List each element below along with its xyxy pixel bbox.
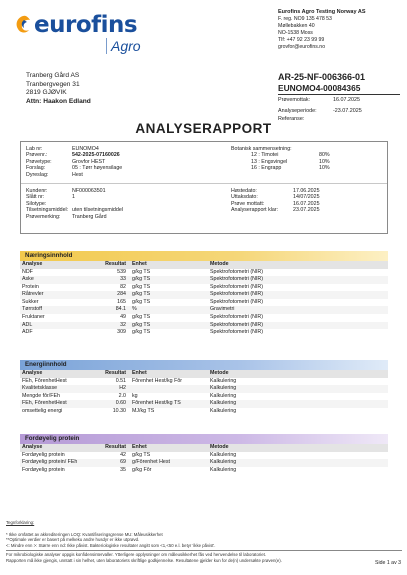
results-table xyxy=(20,261,388,337)
period-label: Analyseperiode: xyxy=(278,108,317,114)
cell-enhet: g/kg TS xyxy=(132,283,151,290)
table-row xyxy=(20,314,388,322)
page-title: ANALYSERAPPORT xyxy=(135,121,272,136)
recipient-address xyxy=(26,72,91,106)
cell-resultat: 309 xyxy=(117,329,126,336)
cell-metode: Kalkulering xyxy=(208,385,388,393)
company-line: NO-1538 Moss xyxy=(278,30,313,37)
info-label: Høstedato: xyxy=(231,188,257,194)
info-value: 1 xyxy=(72,194,75,201)
cell-analyse: Tørrstoff xyxy=(20,306,92,314)
table-header-row xyxy=(20,261,388,269)
table-header-row xyxy=(20,444,388,452)
legend-heading: Tegnforklaring: xyxy=(6,520,35,525)
footer-line: * Ikke omfattet av akkrediteringen LOQ: Kvantifiseringsgrense MU: Måleusikkerhet xyxy=(6,531,163,537)
col-enhet: Enhet xyxy=(128,444,208,452)
results-table xyxy=(20,370,388,415)
table-row xyxy=(20,269,388,277)
cell-resultat: 82 xyxy=(120,283,126,290)
cell-enhet: g/kg TS xyxy=(128,322,208,330)
cell-enhet: g/kg TS xyxy=(132,451,151,458)
cell-metode: Spektrofotometri (NIR) xyxy=(210,314,263,321)
table-row xyxy=(20,393,388,401)
info-value: 542-2025-07160026 xyxy=(72,152,120,159)
section-title: Energiinnhold xyxy=(20,360,388,370)
cell-resultat: 10.30 xyxy=(112,407,126,414)
cell-metode: Kalkulering xyxy=(208,400,388,408)
cell-metode: Spektrofotometri (NIR) xyxy=(208,291,388,299)
received-value: 16.07.2025 xyxy=(333,97,360,103)
info-label: Slått nr: xyxy=(26,194,45,201)
info-value: 23.07.2025 xyxy=(293,207,320,214)
table-row xyxy=(20,322,388,330)
cell-analyse: omsettelig energi xyxy=(22,407,63,414)
table-row xyxy=(20,378,388,386)
table-row xyxy=(20,299,388,307)
footer-line: Rapporten må ikke gjengis, unntatt i sin helhet, uten laboratoriets skriftlige godkjennelse. Resultatene gjelder kun for de(n) undersøkte prøven(e). xyxy=(6,557,282,563)
botanical-percent: 10% xyxy=(319,165,330,172)
cell-enhet: g/kg Fôr xyxy=(132,466,152,473)
cell-enhet: g/Fôrenhet Hest xyxy=(128,459,208,467)
table-row xyxy=(20,459,388,467)
botanical-name: 12 : Timotei xyxy=(251,152,279,159)
botanical-percent: 80% xyxy=(319,152,330,159)
cell-analyse: Mengde fôr/FEh xyxy=(22,392,60,399)
footer-notes xyxy=(6,520,402,564)
company-line: grovfor@eurofins.no xyxy=(278,44,326,51)
sample-info-box xyxy=(20,141,388,234)
cell-metode: Spektrofotometri (NIR) xyxy=(210,268,263,275)
col-analyse: Analyse xyxy=(20,261,92,269)
col-metode: Metode xyxy=(208,370,388,378)
cell-resultat: 35 xyxy=(120,466,126,473)
table-row xyxy=(20,306,388,314)
info-value: Grovfor HEST xyxy=(72,158,106,165)
info-row xyxy=(26,172,122,178)
cell-analyse: FEh, FôrenhetHest xyxy=(22,377,67,384)
cell-analyse: ADF xyxy=(22,329,33,336)
cell-metode: Kalkulering xyxy=(210,377,237,384)
cell-analyse: ADL xyxy=(20,322,92,330)
cell-analyse: Sukker xyxy=(22,298,39,305)
table-row xyxy=(20,291,388,299)
section-title: Næringsinnhold xyxy=(20,251,388,261)
table-row xyxy=(20,467,388,475)
info-label: Prøvetype: xyxy=(26,158,52,165)
received-label: Prøvemottak: xyxy=(278,97,311,103)
divider xyxy=(21,183,387,184)
reference-label: Referanse: xyxy=(278,116,305,122)
cell-analyse: Aske xyxy=(20,276,92,284)
footer-line: **Optimale verdier er basert på melkeku andre husdyr er ikke utprøvd. xyxy=(6,537,140,543)
cell-metode: Kalkulering xyxy=(210,466,237,473)
cell-analyse: Kvalitetsklasse xyxy=(20,385,92,393)
eurofins-swirl-icon xyxy=(14,14,32,36)
info-label: Uttaksdato: xyxy=(231,194,258,201)
table-row xyxy=(20,400,388,408)
cell-analyse: Fordøyelig protein xyxy=(22,466,65,473)
logo-sub-text: Agro xyxy=(106,38,141,54)
company-line: Møllebakken 40 xyxy=(278,23,315,30)
cell-analyse: FEh, FôrenhetHest xyxy=(20,400,92,408)
cell-enhet: Fôrenhet Hest/kg TS xyxy=(128,400,208,408)
col-analyse: Analyse xyxy=(20,444,92,452)
cell-enhet: g/kg TS xyxy=(128,291,208,299)
cell-resultat: 0.60 xyxy=(92,400,128,408)
info-value: NF000063501 xyxy=(72,188,106,194)
eu-number: EUNOMO4-00084365 xyxy=(278,83,400,95)
info-label: Lab nr: xyxy=(26,146,43,152)
cell-metode: Kalkulering xyxy=(210,392,237,399)
botanical-composition xyxy=(231,146,330,172)
cell-resultat: 165 xyxy=(117,298,126,305)
cell-analyse: Fruktaner xyxy=(22,314,45,321)
cell-metode: Kalkulering xyxy=(210,451,237,458)
botanical-percent: 10% xyxy=(319,158,330,165)
sample-details xyxy=(26,146,122,178)
cell-resultat: 69 xyxy=(92,459,128,467)
table-row xyxy=(20,452,388,460)
cell-enhet xyxy=(128,385,208,393)
recipient-attn: Attn: Haakon Edland xyxy=(26,97,91,105)
cell-analyse: Protein xyxy=(22,283,39,290)
cell-enhet: g/kg TS xyxy=(132,314,151,321)
customer-details xyxy=(26,188,123,220)
table-row xyxy=(20,276,388,284)
cell-resultat: 49 xyxy=(120,314,126,321)
info-label: Forslag: xyxy=(26,165,46,172)
footer-line: For mikrobiologiske analyser oppgis konfidensintervaller. Ytterligere opplysninger om måleusikkerhet fås ved henvendelse til laboratoriet. xyxy=(6,552,267,558)
cell-metode: Kalkulering xyxy=(208,459,388,467)
recipient-street: Tranbergvegen 31 xyxy=(26,80,80,88)
col-resultat: Resultat xyxy=(92,444,128,452)
page-number: Side 1 av 3 xyxy=(375,560,401,566)
company-line: F. reg. NO9 135 478 53 xyxy=(278,16,332,23)
botanical-name: 13 : Engsvingel xyxy=(251,158,288,165)
cell-enhet: g/kg TS xyxy=(132,268,151,275)
cell-resultat: 0.51 xyxy=(115,377,126,384)
cell-resultat: 42 xyxy=(120,451,126,458)
cell-enhet: Fôrenhet Hest/kg Fôr xyxy=(132,377,183,384)
cell-enhet: g/kg TS xyxy=(132,298,151,305)
section-title: Fordøyelig protein xyxy=(20,434,388,444)
botanical-row xyxy=(231,165,330,171)
info-label: Dyreslag: xyxy=(26,171,49,178)
eurofins-logo xyxy=(14,10,164,58)
info-row xyxy=(231,207,320,213)
info-value: Tranberg Gård xyxy=(72,213,107,220)
info-label: Kundenr: xyxy=(26,188,48,194)
info-label: Prøvemerking: xyxy=(26,213,61,220)
table-row xyxy=(20,329,388,337)
table-row xyxy=(20,284,388,292)
info-row xyxy=(26,214,123,220)
cell-metode: Spektrofotometri (NIR) xyxy=(210,283,263,290)
footer-line: <: Mindre enn >: Større enn nd: Ikke påvist. Bakteriologiske resultater angitt som <1,<50 e.l. betyr 'ikke påvist'. xyxy=(6,542,216,548)
cell-analyse: Råtrevler xyxy=(20,291,92,299)
results-table xyxy=(20,444,388,474)
info-value: uten tilsetningsmiddel xyxy=(72,207,123,214)
section-naeringsinnhold xyxy=(20,251,388,337)
cell-enhet: g/kg TS xyxy=(128,276,208,284)
info-value: 14/07/2025 xyxy=(293,194,320,201)
info-value: 16.07.2025 xyxy=(293,200,320,207)
table-header-row xyxy=(20,370,388,378)
cell-resultat: 33 xyxy=(92,276,128,284)
cell-resultat: 2.0 xyxy=(118,392,126,399)
cell-analyse: Fordøyelig protein xyxy=(22,451,65,458)
cell-metode: Spektrofotometri (NIR) xyxy=(210,329,263,336)
info-value: 05 : Tørr høyensilage xyxy=(72,165,123,172)
cell-enhet: g/kg TS xyxy=(132,329,151,336)
date-details xyxy=(231,188,320,214)
cell-metode: Spektrofotometri (NIR) xyxy=(208,276,388,284)
info-value: EUNOMO4 xyxy=(72,146,99,152)
cell-resultat: 84.1 xyxy=(92,306,128,314)
section-fordoyelig-protein xyxy=(20,434,388,474)
info-value: Hest xyxy=(72,171,83,178)
cell-metode: Gravimetri xyxy=(208,306,388,314)
cell-enhet: kg xyxy=(132,392,138,399)
col-resultat: Resultat xyxy=(92,261,128,269)
cell-enhet: MJ/kg TS xyxy=(132,407,155,414)
col-enhet: Enhet xyxy=(128,261,208,269)
cell-metode: Spektrofotometri (NIR) xyxy=(208,322,388,330)
cell-analyse: NDF xyxy=(22,268,33,275)
cell-metode: Kalkulering xyxy=(210,407,237,414)
company-address xyxy=(278,9,366,52)
col-metode: Metode xyxy=(208,444,388,452)
cell-analyse: Fordøyelig protein/ FEh xyxy=(20,459,92,467)
col-enhet: Enhet xyxy=(128,370,208,378)
cell-metode: Spektrofotometri (NIR) xyxy=(210,298,263,305)
cell-enhet: % xyxy=(128,306,208,314)
col-analyse: Analyse xyxy=(20,370,92,378)
ar-number: AR-25-NF-006366-01 xyxy=(278,72,366,82)
info-label: Silotype: xyxy=(26,200,47,207)
col-metode: Metode xyxy=(208,261,388,269)
company-line: Tlf: +47 92 23 99 99 xyxy=(278,37,325,44)
info-label: Tilsetningsmiddel: xyxy=(26,207,69,214)
info-label: Analyserapport klar: xyxy=(231,207,279,214)
cell-resultat: 539 xyxy=(117,268,126,275)
cell-resultat: H2 xyxy=(92,385,128,393)
botanical-heading: Botanisk sammensetning: xyxy=(231,146,292,152)
cell-resultat: 32 xyxy=(92,322,128,330)
recipient-name: Tranberg Gård AS xyxy=(26,72,80,79)
cell-resultat: 284 xyxy=(92,291,128,299)
botanical-name: 16 : Engrapp xyxy=(251,165,282,172)
table-row xyxy=(20,408,388,416)
col-resultat: Resultat xyxy=(92,370,128,378)
info-label: Prøvenr.: xyxy=(26,152,48,159)
company-name: Eurofins Agro Testing Norway AS xyxy=(278,9,366,15)
logo-brand-text: eurofins xyxy=(34,12,138,38)
info-value: 17.06.2025 xyxy=(293,188,320,194)
section-energiinnhold xyxy=(20,360,388,415)
report-identifiers xyxy=(278,71,400,123)
period-value: -23.07.2025 xyxy=(333,108,362,114)
recipient-city: 2819 GJØVIK xyxy=(26,89,67,97)
info-label: Prøve mottatt: xyxy=(231,200,265,207)
divider xyxy=(6,550,402,551)
table-row xyxy=(20,385,388,393)
